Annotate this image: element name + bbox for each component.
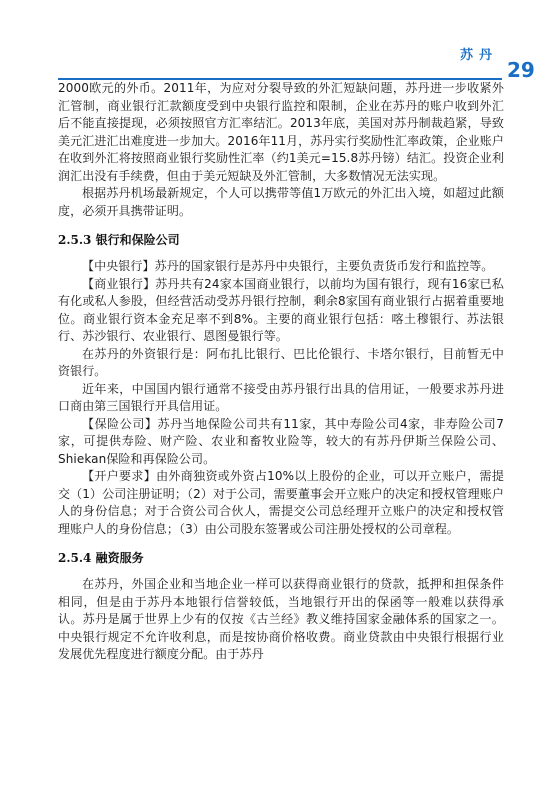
page-header [0, 0, 559, 80]
section-heading-financing: 2.5.4 融资服务 [58, 551, 144, 565]
paragraph-forex-control: 2000欧元的外币。2011年，为应对分裂导致的外汇短缺问题，苏丹进一步收紧外汇管制，商业银行汇款额度受到中央银行监控和限制，企业在苏丹的账户收到外汇后不能直接提现，必须按照官方汇率结汇。2013年底，美国对苏丹制裁趋紧，导致美元汇进汇出难度进一步加大。2016年11月，苏丹实行奖励性汇率政策，企业账户在收到外汇将按照商业银行奖励性汇率（约1美元=15.8苏丹镑）结汇。投资企业利润汇出没有手续费，但由于美元短缺及外汇管制，大多数情况无法实现。 [58, 81, 504, 183]
paragraph-letter-of-credit: 近年来，中国国内银行通常不接受由苏丹银行出具的信用证，一般要求苏丹进口商由第三国银行开具信用证。 [58, 381, 504, 413]
page-body [58, 80, 504, 664]
paragraph-airport-rule: 根据苏丹机场最新规定，个人可以携带等值1万欧元的外汇出入境，如超过此额度，必须开具携带证明。 [58, 186, 504, 218]
section-heading-banks-insurance: 2.5.3 银行和保险公司 [58, 233, 180, 247]
paragraph-commercial-banks: 【商业银行】苏丹共有24家本国商业银行，以前均为国有银行，现有16家已私有化或私人参股，但经营活动受苏丹银行控制，剩余8家国有商业银行占据着重要地位。商业银行资本金充足率不到8%。主要的商业银行包括：喀土穆银行、苏法银行、苏沙银行、农业银行、恩图曼银行等。 [58, 276, 504, 343]
paragraph-financing: 在苏丹，外国企业和当地企业一样可以获得商业银行的贷款，抵押和担保条件相同，但是由于苏丹本地银行信誉较低，当地银行开出的保函等一般难以获得承认。苏丹是属于世界上少有的仅按《古兰经》教义维持国家金融体系的国家之一。中央银行规定不允许收利息，而是按协商价格收费。商业贷款由中央银行根据行业发展优先程度进行额度分配。由于苏丹 [58, 577, 504, 661]
page-number: 29 [507, 58, 535, 82]
paragraph-insurance: 【保险公司】苏丹当地保险公司共有11家，其中寿险公司4家，非寿险公司7家，可提供寿险、财产险、农业和畜牧业险等，较大的有苏丹伊斯兰保险公司、Shiekan保险和再保险公司。 [58, 416, 504, 466]
running-header-country: 苏丹 [460, 48, 499, 63]
paragraph-account-opening: 【开户要求】由外商独资或外资占10%以上股份的企业，可以开立账户，需提交（1）公司注册证明；（2）对于公司，需要董事会开立账户的决定和授权管理账户人的身份信息；对于合资公司合伙人，需提交公司总经理开立账户的决定和授权管理账户人的身份信息；（3）由公司股东签署或公司注册处授权的公司章程。 [58, 469, 504, 536]
paragraph-foreign-banks: 在苏丹的外资银行是：阿布扎比银行、巴比伦银行、卡塔尔银行，目前暂无中资银行。 [58, 346, 504, 378]
paragraph-central-bank: 【中央银行】苏丹的国家银行是苏丹中央银行，主要负责货币发行和监控等。 [82, 259, 494, 273]
